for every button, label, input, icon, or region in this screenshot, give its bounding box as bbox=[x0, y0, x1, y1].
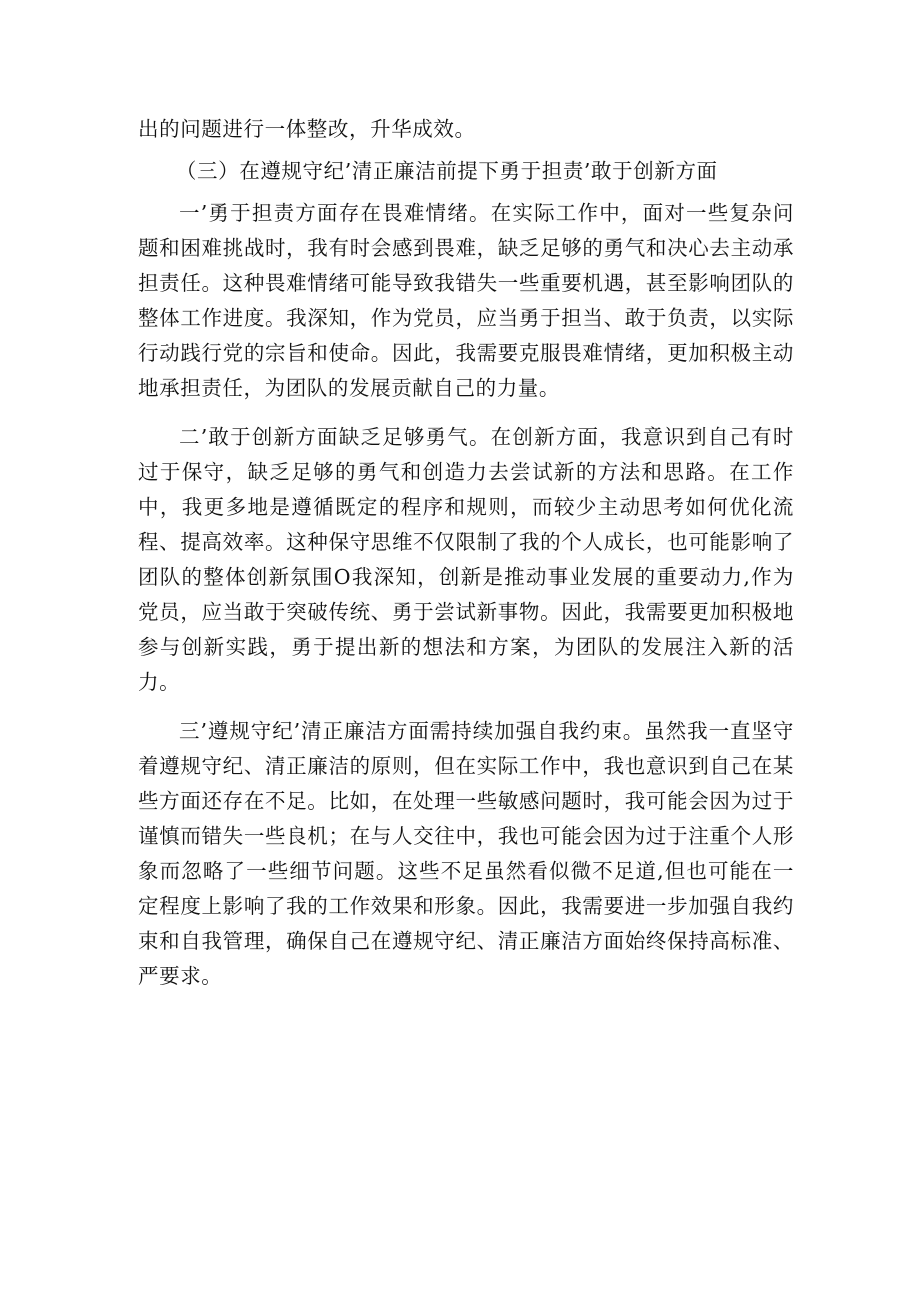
section-heading: （三）在遵规守纪’清正廉洁前提下勇于担责’敢于创新方面 bbox=[175, 159, 718, 183]
continuation-paragraph: 出的问题进行一体整改，升华成效。 bbox=[138, 117, 476, 141]
paragraph-discipline: 三’遵规守纪’清正廉洁方面需持续加强自我约束。虽然我一直坚守着遵规守纪、清正廉洁的原则，但在实际工作中，我也意识到自己在某些方面还存在不足。比如，在处理一些敏感问题时，我可能会因为过于谨慎而错失一些良机；在与人交往中，我也可能会因为过于注重个人形象而忽略了一些细节问题。这些不足虽然看似微不足道,但也可能在一定程度上影响了我的工作效果和形象。因此，我需要进一步加强自我约束和自我管理，确保自己在遵规守纪、清正廉洁方面始终保持高标准、严要求。 bbox=[138, 719, 794, 988]
paragraph-responsibility: 一’勇于担责方面存在畏难情绪。在实际工作中，面对一些复杂问题和困难挑战时，我有时会感到畏难，缺乏足够的勇气和决心去主动承担责任。这种畏难情绪可能导致我错失一些重要机遇，甚至影响团队的整体工作进度。我深知，作为党员，应当勇于担当、敢于负责，以实际行动践行党的宗旨和使命。因此，我需要克服畏难情绪，更加积极主动地承担责任，为团队的发展贡献自己的力量。 bbox=[138, 201, 794, 400]
paragraph-innovation: 二’敢于创新方面缺乏足够勇气。在创新方面，我意识到自己有时过于保守，缺乏足够的勇气和创造力去尝试新的方法和思路。在工作中，我更多地是遵循既定的程序和规则，而较少主动思考如何优化流程、提高效率。这种保守思维不仅限制了我的个人成长，也可能影响了团队的整体创新氛围O我深知，创新是推动事业发展的重要动力,作为党员，应当敢于突破传统、勇于尝试新事物。因此，我需要更加积极地参与创新实践，勇于提出新的想法和方案，为团队的发展注入新的活力。 bbox=[138, 425, 794, 694]
